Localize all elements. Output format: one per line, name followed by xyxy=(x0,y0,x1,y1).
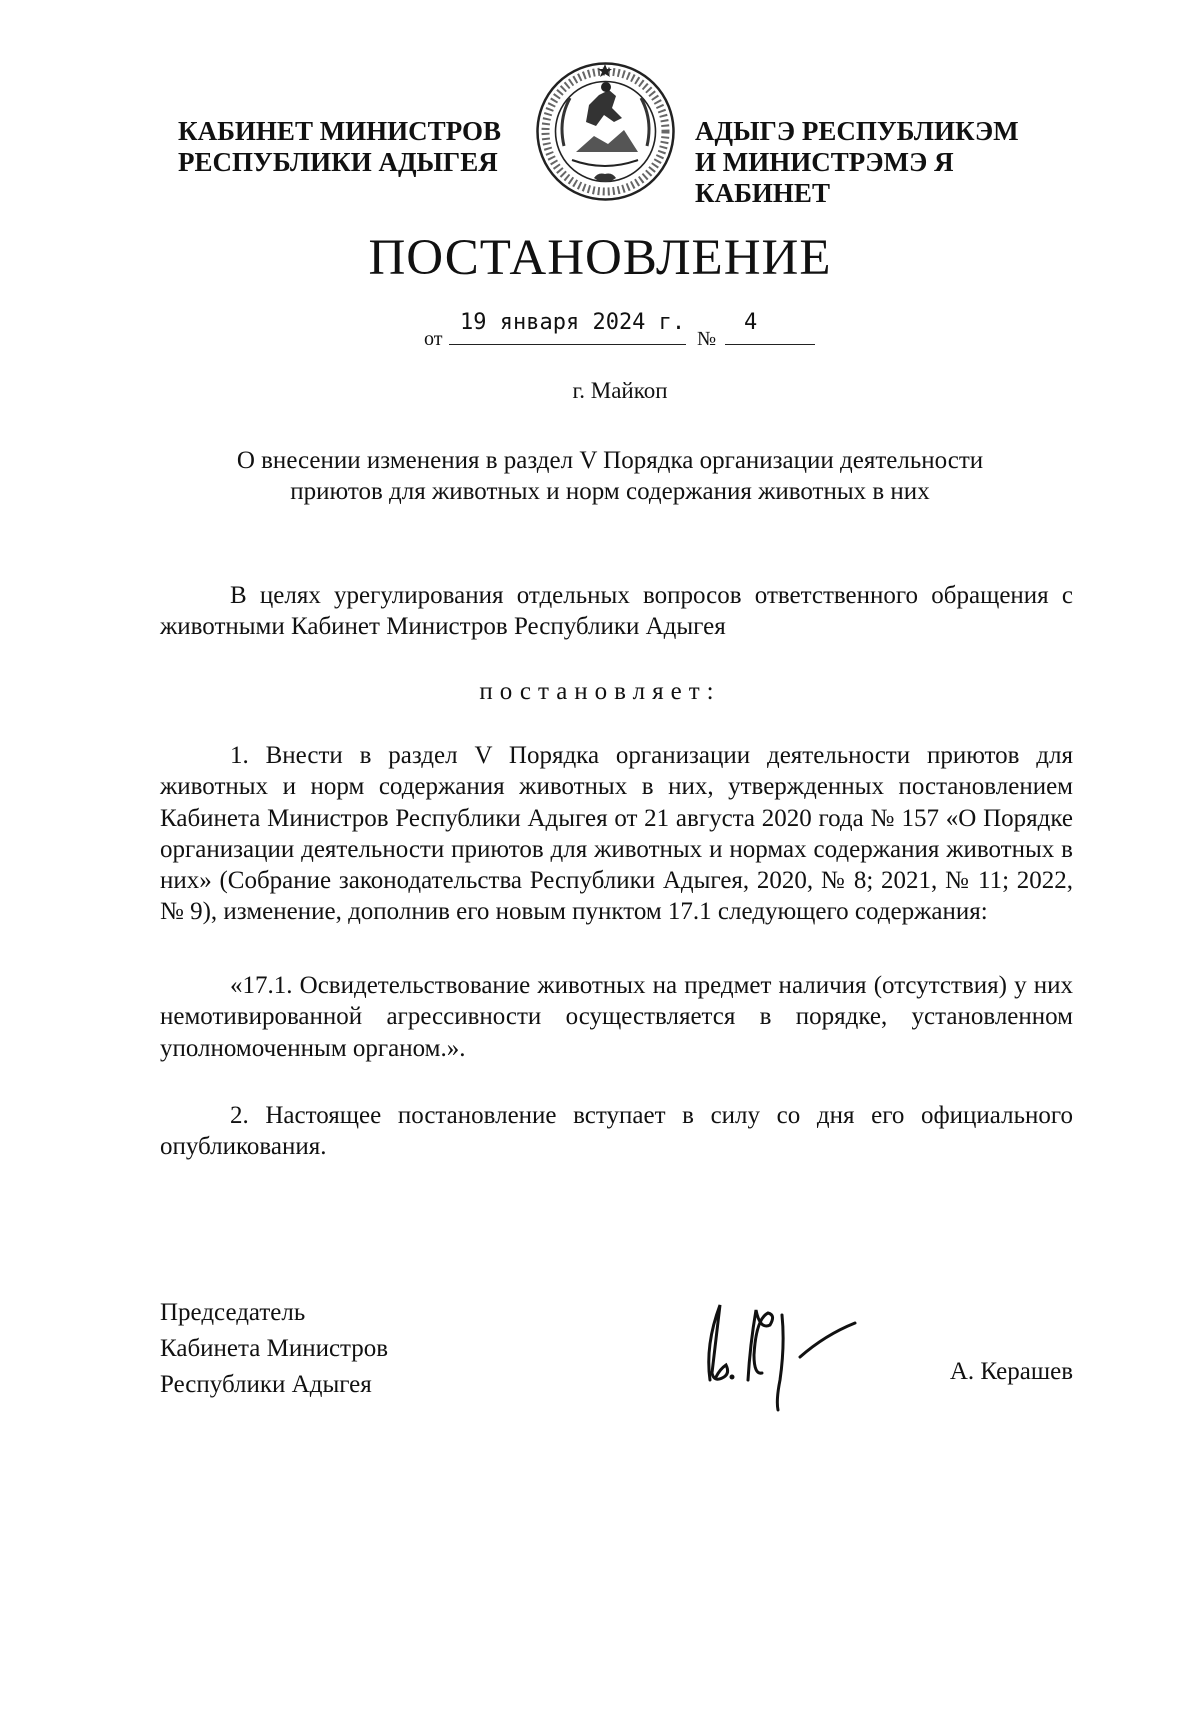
issuer-left-line1: КАБИНЕТ МИНИСТРОВ xyxy=(178,116,502,146)
issuer-right xyxy=(695,116,1095,209)
item-1-quote-paragraph: «17.1. Освидетельствование животных на предмет наличия (отсутствия) у них немотивированной агрессивности осуществляется в порядке, установленном уполномоченным органом.». xyxy=(160,972,1073,1062)
issuer-left-line2: РЕСПУБЛИКИ АДЫГЕЯ xyxy=(178,147,498,177)
subject-line2: приютов для животных и норм содержания животных в них xyxy=(290,478,930,505)
signer-name: А. Керашев xyxy=(949,1358,1073,1385)
handwritten-signature xyxy=(690,1285,880,1420)
resolves-heading: постановляет: xyxy=(479,678,721,705)
coat-of-arms-emblem-icon xyxy=(534,60,677,203)
document-subject xyxy=(170,445,1050,507)
issuer-left xyxy=(178,116,508,178)
document-title: ПОСТАНОВЛЕНИЕ xyxy=(368,230,832,286)
issuer-right-line1: АДЫГЭ РЕСПУБЛИКЭМ xyxy=(695,116,1019,146)
item-2-paragraph: 2. Настоящее постановление вступает в силу со дня его официального опубликования. xyxy=(160,1102,1073,1161)
number-underline xyxy=(725,344,815,345)
document-date: 19 января 2024 г. xyxy=(460,310,686,335)
signer-position-line2: Кабинета Министров xyxy=(160,1335,389,1362)
item-1-paragraph: 1. Внести в раздел V Порядка организации деятельности приютов для животных и норм содержания животных в них, утвержденных постановлением Кабинета Министров Республики Адыгея от 21 августа 2020 года № 157 «О Порядке организации деятельности приютов для животных и нормах содержания животных в них» (Собрание законодательства Республики Адыгея, 2020, № 8; 2021, № 11; 2022, № 9), изменение, дополнив его новым пунктом 17.1 следующего содержания: xyxy=(160,742,1073,926)
date-underline xyxy=(449,344,686,345)
number-prefix: № xyxy=(697,328,717,350)
signer-position-line3: Республики Адыгея xyxy=(160,1371,372,1398)
signer-position-line1: Председатель xyxy=(160,1299,306,1326)
subject-line1: О внесении изменения в раздел V Порядка организации деятельности xyxy=(236,447,984,474)
issuer-right-line2: И МИНИСТРЭМЭ Я КАБИНЕТ xyxy=(695,147,954,208)
document-number: 4 xyxy=(744,310,758,335)
preamble-paragraph: В целях урегулирования отдельных вопросов ответственного обращения с животными Кабинет Министров Республики Адыгея xyxy=(160,582,1073,641)
date-prefix: от xyxy=(424,328,443,350)
signer-position xyxy=(160,1295,388,1403)
document-city: г. Майкоп xyxy=(572,378,668,403)
